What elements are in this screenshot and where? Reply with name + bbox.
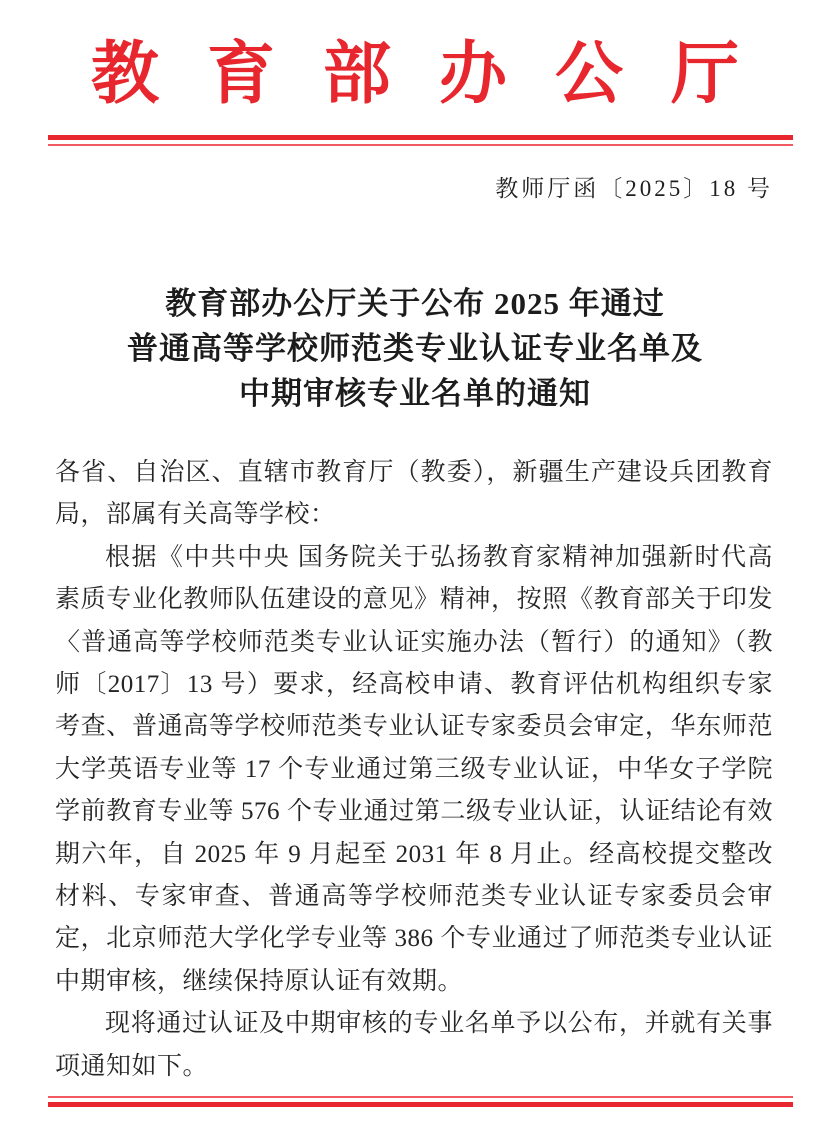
document-title (0, 281, 830, 416)
document-title-line-1: 教育部办公厅关于公布 2025 年通过 (165, 286, 665, 321)
document-body (55, 452, 773, 1088)
main-paragraph: 根据《中共中央 国务院关于弘扬教育家精神加强新时代高素质专业化教师队伍建设的意见》精神，按照《教育部关于印发〈普通高等学校师范类专业认证实施办法（暂行）的通知》（教师〔2017〕13 号）要求，经高校申请、教育评估机构组织专家考查、普通高等学校师范类专业认证专家委员会审定，华东师范大学英语专业等 17 个专业通过第三级专业认证，中华女子学院学前教育专业等 576 个专业通过第二级专业认证，认证结论有效期六年，自 2025 年 9 月起至 2031 年 8 月止。经高校提交整改材料、专家审查、普通高等学校师范类专业认证专家委员会审定，北京师范大学化学专业等 386 个专业通过了师范类专业认证中期审核，继续保持原认证有效期。 (55, 543, 773, 995)
closing-paragraph: 现将通过认证及中期审核的专业名单予以公布，并就有关事项通知如下。 (55, 1010, 773, 1080)
document-title-line-2: 普通高等学校师范类专业认证专业名单及 (127, 331, 703, 366)
document-title-line-3: 中期审核专业名单的通知 (239, 376, 591, 411)
salutation-paragraph: 各省、自治区、直辖市教育厅（教委），新疆生产建设兵团教育局，部属有关高等学校： (55, 459, 773, 529)
footer-rule-thick (48, 1102, 793, 1107)
footer-rule-thin (48, 1096, 793, 1098)
header-rule-thick (48, 135, 793, 140)
agency-masthead: 教育部办公厅 (90, 36, 787, 112)
header-rule-thin (48, 144, 793, 146)
document-number: 教师厅函〔2025〕18 号 (495, 176, 773, 201)
